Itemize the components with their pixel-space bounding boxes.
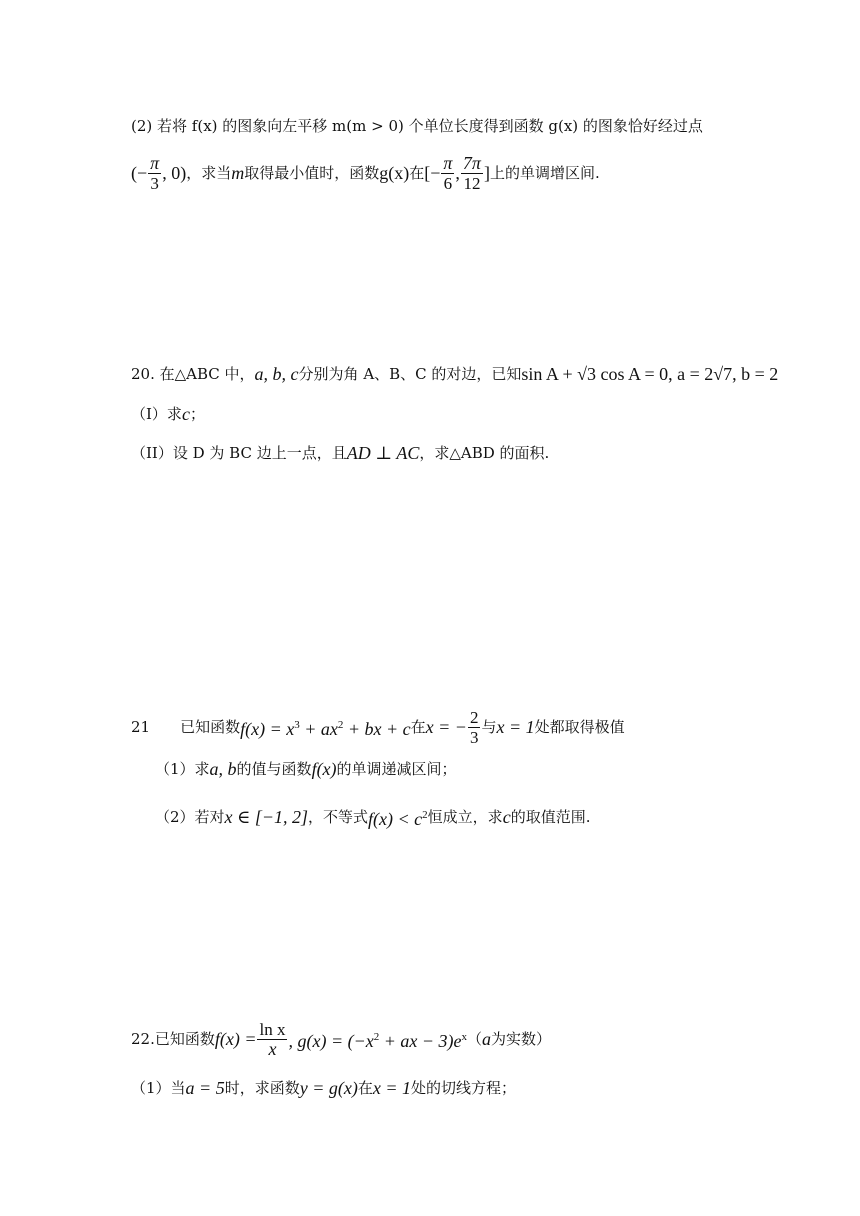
math-abc: a, b, c xyxy=(254,364,299,384)
text: ，求△ABD 的面积. xyxy=(419,444,550,462)
text: 在 xyxy=(410,718,426,736)
text: + ax xyxy=(299,719,338,739)
fraction-numerator: ln x xyxy=(259,1019,286,1039)
math-fx: f(x) xyxy=(311,759,337,779)
superscript: 2 xyxy=(373,1031,380,1043)
fraction-denominator: 12 xyxy=(463,173,481,193)
text: 的单调递减区间； xyxy=(336,760,457,778)
q21-part2 xyxy=(155,805,590,829)
math-interval: x ∈ [−1, 2] xyxy=(224,807,309,827)
text: f(x) = x xyxy=(240,719,295,739)
fraction-numerator: 7π xyxy=(462,152,481,173)
math-y-equals-gx: y = g(x) xyxy=(299,1078,358,1098)
text: 为实数） xyxy=(491,1030,552,1048)
q19-part2-line1 xyxy=(131,116,703,136)
text: ，不等式 xyxy=(308,808,369,826)
text: ，求当 xyxy=(186,164,232,182)
text: 恒成立，求 xyxy=(427,808,503,826)
math-inequality xyxy=(368,805,428,829)
q20-intro xyxy=(131,364,778,384)
math-c: c xyxy=(181,404,190,424)
text: + ax − 3)e xyxy=(379,1031,462,1051)
text: (− xyxy=(131,163,148,183)
fraction-numerator: 2 xyxy=(469,707,479,727)
question-number: 22.已知函数 xyxy=(131,1030,215,1048)
text: 处的切线方程； xyxy=(411,1079,517,1097)
text: 在 xyxy=(409,164,425,182)
text: 上的单调增区间. xyxy=(489,164,600,182)
superscript: 3 xyxy=(294,719,300,731)
text: （2）若对 xyxy=(155,808,225,826)
fraction-numerator: π xyxy=(443,152,453,173)
math-x-equals: x = − xyxy=(425,717,467,737)
text: , g(x) = (−x xyxy=(288,1031,374,1051)
math-gx xyxy=(288,1027,467,1051)
text: 在 xyxy=(357,1079,373,1097)
q22-intro xyxy=(131,1014,551,1064)
fraction-denominator: x xyxy=(268,1038,277,1059)
text: ； xyxy=(189,405,205,423)
q20-part2 xyxy=(131,443,549,463)
text: [− xyxy=(424,163,441,183)
fraction-7pi-over-12 xyxy=(461,154,483,193)
text: 分别为角 A、B、C 的对边，已知 xyxy=(298,365,522,383)
text: 时，求函数 xyxy=(224,1079,300,1097)
math-a: a xyxy=(482,1029,492,1049)
fraction-denominator: 3 xyxy=(150,173,159,193)
text: f(x) < c xyxy=(368,809,423,829)
text: 的值与函数 xyxy=(236,760,312,778)
math-fx: f(x) = xyxy=(214,1029,257,1049)
text: ] xyxy=(483,163,490,183)
superscript: x xyxy=(461,1031,467,1043)
superscript: 2 xyxy=(422,809,428,821)
q20-part1 xyxy=(131,404,205,424)
q19-part2-line2 xyxy=(131,148,600,198)
q21-part1 xyxy=(155,759,457,779)
math-x-equals-1: x = 1 xyxy=(496,717,535,737)
text: （II）设 D 为 BC 边上一点，且 xyxy=(131,444,347,462)
text: 取得最小值时，函数 xyxy=(244,164,380,182)
fraction-2-over-3 xyxy=(468,708,481,747)
fraction-lnx-over-x xyxy=(257,1020,287,1059)
math-condition: sin A + √3 cos A = 0, a = 2√7, b = 2 xyxy=(521,364,779,384)
q19-part2-text: (2) 若将 f(x) 的图象向左平移 m(m > 0) 个单位长度得到函数 g(x) 的图象恰好经过点 xyxy=(131,117,703,135)
math-a-equals-5: a = 5 xyxy=(185,1078,225,1098)
text: + bx + c xyxy=(343,719,411,739)
fraction-numerator: π xyxy=(150,152,160,173)
text: , xyxy=(455,163,460,183)
text: （I）求 xyxy=(131,405,182,423)
math-x-equals-1: x = 1 xyxy=(372,1078,411,1098)
text: （ xyxy=(467,1030,483,1048)
fraction-pi-over-3 xyxy=(148,154,161,193)
math-c: c xyxy=(502,807,511,827)
fraction-pi-over-6 xyxy=(441,154,454,193)
text: （1）当 xyxy=(131,1079,186,1097)
question-number: 21 已知函数 xyxy=(131,718,241,736)
text: , 0) xyxy=(162,163,187,183)
math-m: m xyxy=(231,163,245,183)
fraction-denominator: 6 xyxy=(443,173,453,193)
superscript: 2 xyxy=(337,719,344,731)
fraction-denominator: 3 xyxy=(469,727,479,747)
text: 处都取得极值 xyxy=(534,718,625,736)
math-perpendicular: AD ⊥ AC xyxy=(346,443,420,463)
math-fx xyxy=(240,715,411,739)
math-ab: a, b xyxy=(209,759,237,779)
text: （1）求 xyxy=(155,760,210,778)
math-g-of-x: g(x) xyxy=(379,163,410,183)
text: 的取值范围. xyxy=(510,808,591,826)
text: 与 xyxy=(481,718,497,736)
q21-intro xyxy=(131,702,625,752)
question-number: 20. 在△ABC 中， xyxy=(131,365,255,383)
q22-part1 xyxy=(131,1078,516,1098)
